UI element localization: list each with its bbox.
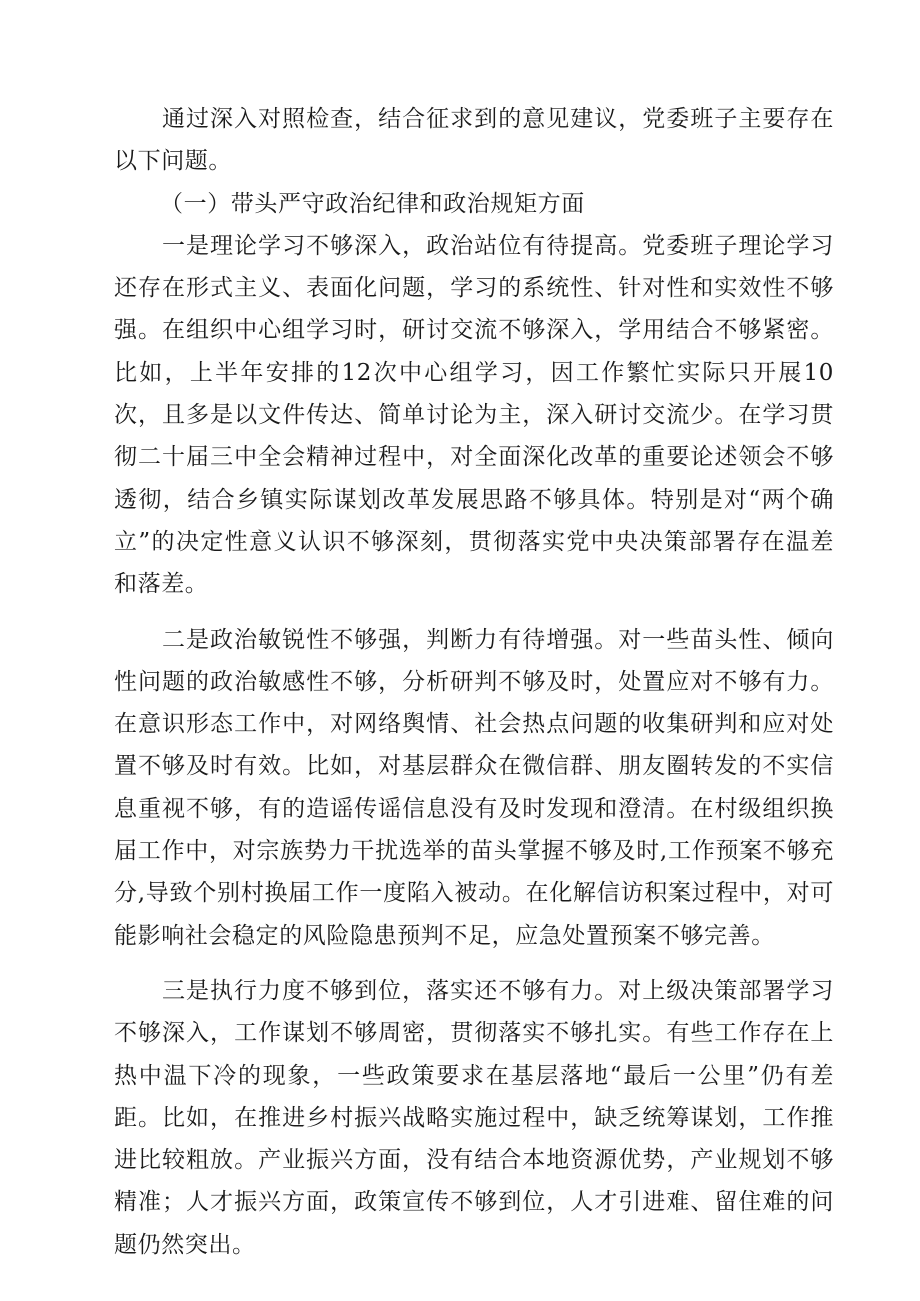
document-body xyxy=(114,98,834,1266)
paragraph-theory-study: 一是理论学习不够深入，政治站位有待提高。党委班子理论学习还存在形式主义、表面化问题，学习的系统性、针对性和实效性不够强。在组织中心组学习时，研讨交流不够深入，学用结合不够紧密。比如，上半年安排的12次中心组学习，因工作繁忙实际只开展10次，且多是以文件传达、简单讨论为主，深入研讨交流少。在学习贯彻二十届三中全会精神过程中，对全面深化改革的重要论述领会不够透彻，结合乡镇实际谋划改革发展思路不够具体。特别是对“两个确立”的决定性意义认识不够深刻，贯彻落实党中央决策部署存在温差和落差。 xyxy=(114,232,834,598)
paragraph-political-sensitivity: 二是政治敏锐性不够强，判断力有待增强。对一些苗头性、倾向性问题的政治敏感性不够，分析研判不够及时，处置应对不够有力。在意识形态工作中，对网络舆情、社会热点问题的收集研判和应对处置不够及时有效。比如，对基层群众在微信群、朋友圈转发的不实信息重视不够，有的造谣传谣信息没有及时发现和澄清。在村级组织换届工作中，对宗族势力干扰选举的苗头掌握不够及时,工作预案不够充分,导致个别村换届工作一度陷入被动。在化解信访积案过程中，对可能影响社会稳定的风险隐患预判不足，应急处置预案不够完善。 xyxy=(114,626,834,949)
paragraph-execution: 三是执行力度不够到位，落实还不够有力。对上级决策部署学习不够深入，工作谋划不够周密，贯彻落实不够扎实。有些工作存在上热中温下冷的现象，一些政策要求在基层落地“最后一公里”仍有差距。比如，在推进乡村振兴战略实施过程中，缺乏统筹谋划，工作推进比较粗放。产业振兴方面，没有结合本地资源优势，产业规划不够精准；人才振兴方面，政策宣传不够到位，人才引进难、留住难的问题仍然突出。 xyxy=(114,977,834,1258)
section-heading: （一）带头严守政治纪律和政治规矩方面 xyxy=(160,190,585,217)
intro-paragraph: 通过深入对照检查，结合征求到的意见建议，党委班子主要存在以下问题。 xyxy=(114,106,834,175)
